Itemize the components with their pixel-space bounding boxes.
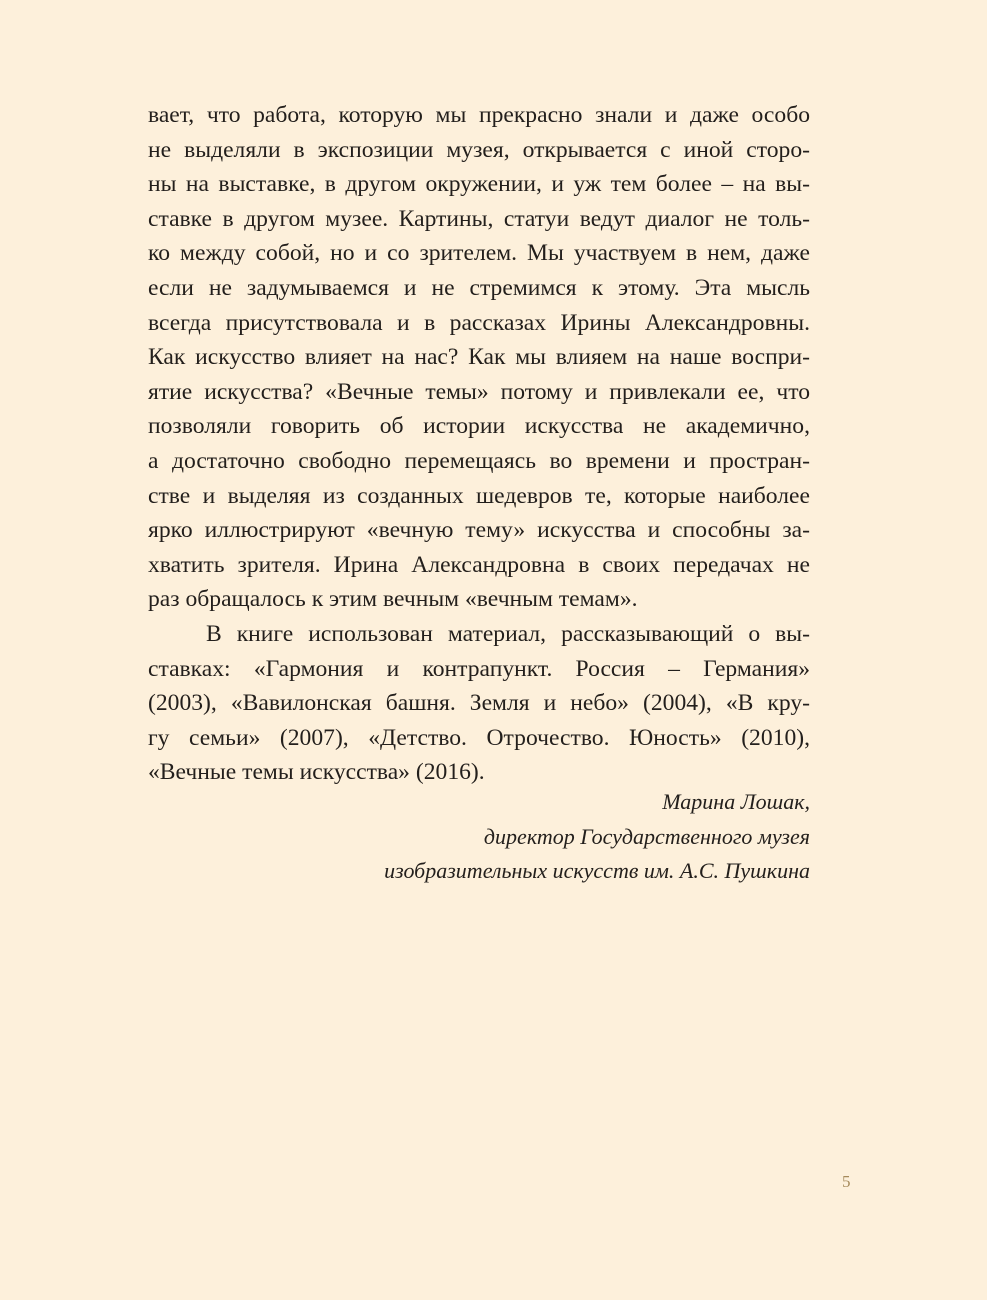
text-line: гу семьи» (2007), «Детство. Отрочество. Юность» (2010), (148, 724, 810, 751)
author-title-line-2: изобразительных искусств им. А.С. Пушкина (384, 858, 810, 884)
body-text (148, 98, 810, 790)
text-line: если не задумываемся и не стремимся к этому. Эта мысль (148, 274, 810, 301)
text-line: ко между собой, но и со зрителем. Мы участвуем в нем, даже (148, 240, 810, 267)
text-line: ставках: «Гармония и контрапункт. Россия – Германия» (148, 655, 810, 682)
text-line: (2003), «Вавилонская башня. Земля и небо» (2004), «В кру- (148, 690, 810, 717)
text-line: В книге использован материал, рассказывающий о вы- (206, 620, 810, 647)
text-line: раз обращалось к этим вечным «вечным темам». (148, 586, 638, 613)
page-number: 5 (842, 1172, 851, 1191)
text-line: всегда присутствовала и в рассказах Ирины Александровны. (148, 309, 810, 336)
text-line: а достаточно свободно перемещаясь во времени и простран- (148, 447, 810, 474)
paragraph-1 (148, 98, 810, 617)
text-line: Как искусство влияет на нас? Как мы влияем на наше воспри- (148, 344, 810, 371)
signature-block (384, 785, 810, 889)
author-name: Марина Лошак, (662, 789, 810, 814)
text-line: ярко иллюстрируют «вечную тему» искусства и способны за- (148, 517, 810, 544)
text-line: вает, что работа, которую мы прекрасно знали и даже особо (148, 102, 810, 128)
text-line: ятие искусства? «Вечные темы» потому и привлекали ее, что (148, 378, 810, 405)
text-line: стве и выделяя из созданных шедевров те, которые наиболее (148, 482, 810, 509)
text-line: хватить зрителя. Ирина Александровна в своих передачах не (148, 551, 810, 578)
text-line: ставке в другом музее. Картины, статуи ведут диалог не толь- (148, 205, 810, 232)
text-line: ны на выставке, в другом окружении, и уж тем более – на вы- (148, 171, 810, 198)
paragraph-2 (148, 617, 810, 790)
text-line: позволяли говорить об истории искусства не академично, (148, 413, 810, 440)
text-line: не выделяли в экспозиции музея, открывается с иной сторо- (148, 136, 810, 163)
text-line: «Вечные темы искусства» (2016). (148, 759, 485, 786)
author-title-line-1: директор Государственного музея (483, 823, 810, 849)
